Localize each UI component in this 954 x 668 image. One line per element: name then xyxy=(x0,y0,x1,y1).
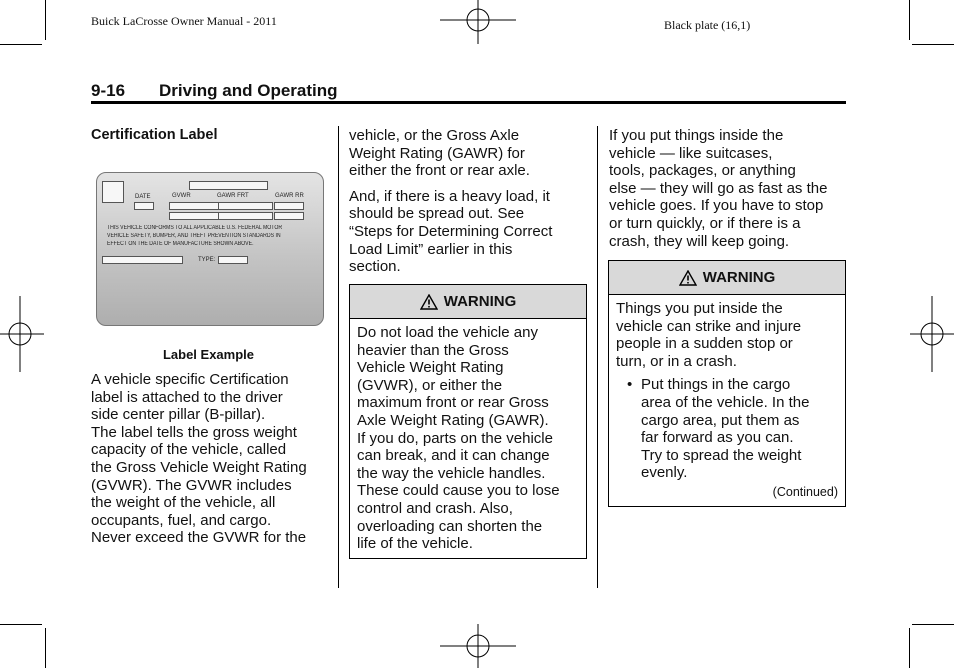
label-field xyxy=(218,212,273,220)
text-line: vehicle can strike and injure xyxy=(616,317,802,335)
bullet-item xyxy=(616,376,838,482)
manual-title: Buick LaCrosse Owner Manual - 2011 xyxy=(91,14,277,28)
crop-mark xyxy=(0,44,42,45)
label-field xyxy=(169,202,224,210)
text-line: The label tells the gross weight xyxy=(91,423,297,441)
section-title: Driving and Operating xyxy=(159,81,338,100)
warning-triangle-icon xyxy=(420,294,438,310)
continued-note: (Continued) xyxy=(772,484,838,499)
text-line: crash, they will keep going. xyxy=(609,232,790,250)
text-line: tools, packages, or anything xyxy=(609,162,796,180)
warning-header xyxy=(609,261,845,295)
label-gawr-frt-text: GAWR FRT xyxy=(217,193,249,199)
text-line: Never exceed the GVWR for the xyxy=(91,529,307,547)
text-line: And, if there is a heavy load, it xyxy=(349,187,550,205)
text-line: evenly. xyxy=(641,464,688,482)
registration-mark-icon xyxy=(440,624,516,668)
text-line: life of the vehicle. xyxy=(357,535,473,553)
paragraph xyxy=(349,188,589,276)
warning-body xyxy=(609,295,845,508)
label-gvwr-text: GVWR xyxy=(172,193,191,199)
text-line: the Gross Vehicle Weight Rating xyxy=(91,458,307,476)
text-line: (GVWR). The GVWR includes xyxy=(91,476,292,494)
text-line: If you put things inside the xyxy=(609,127,784,144)
label-notice-line: EFFECT ON THE DATE OF MANUFACTURE SHOWN ABOVE. xyxy=(107,241,254,247)
text-line: the way the vehicle handles. xyxy=(357,464,546,482)
column-1-body xyxy=(91,371,331,547)
label-field xyxy=(218,256,248,264)
text-line: vehicle — like suitcases, xyxy=(609,144,773,162)
page-number: 9-16 xyxy=(91,81,126,100)
text-line: area of the vehicle. In the xyxy=(641,393,810,411)
registration-mark-icon xyxy=(0,296,44,372)
figure-caption: Label Example xyxy=(162,347,255,362)
label-field xyxy=(274,212,304,220)
certification-label-image xyxy=(96,172,324,326)
plate-info: Black plate (16,1) xyxy=(664,18,751,32)
text-line: else — they will go as fast as the xyxy=(609,179,828,197)
text-line: far forward as you can. xyxy=(641,429,794,447)
warning-box xyxy=(349,284,587,559)
crop-mark xyxy=(909,0,910,40)
text-line: Put things in the cargo xyxy=(641,376,791,394)
label-field xyxy=(218,202,273,210)
bullet-marker: • xyxy=(627,376,633,394)
crop-mark xyxy=(912,624,954,625)
warning-title: WARNING xyxy=(702,269,776,286)
column-2-body xyxy=(349,127,589,284)
text-line: control and crash. Also, xyxy=(357,499,513,517)
text-line: turn, or in a crash. xyxy=(616,352,737,370)
crop-mark xyxy=(45,0,46,40)
column-divider xyxy=(597,126,598,588)
text-line: capacity of the vehicle, called xyxy=(91,441,287,459)
text-line: label is attached to the driver xyxy=(91,388,283,406)
column-divider xyxy=(338,126,339,588)
label-date-text: DATE xyxy=(135,194,151,200)
header-rule xyxy=(91,101,846,104)
text-line: cargo area, put them as xyxy=(641,411,800,429)
label-field xyxy=(169,212,224,220)
text-line: If you do, parts on the vehicle xyxy=(357,429,553,447)
text-line: Load Limit” earlier in this xyxy=(349,240,513,258)
text-line: Vehicle Weight Rating xyxy=(357,359,504,377)
page-header xyxy=(91,81,338,101)
text-line: vehicle goes. If you have to stop xyxy=(609,197,824,215)
text-line: or turn quickly, or if there is a xyxy=(609,214,801,232)
text-line: occupants, fuel, and cargo. xyxy=(91,511,272,529)
label-field xyxy=(274,202,304,210)
text-line: section. xyxy=(349,258,401,276)
label-type-text: TYPE: xyxy=(198,257,216,263)
text-line: either the front or rear axle. xyxy=(349,162,530,180)
label-notice-line: VEHICLE SAFETY, BUMPER, AND THEFT PREVENTION STANDARDS IN xyxy=(107,233,281,239)
text-line: A vehicle specific Certification xyxy=(91,371,289,388)
warning-triangle-icon xyxy=(679,270,697,286)
text-line: Try to spread the weight xyxy=(641,446,802,464)
text-line: heavier than the Gross xyxy=(357,341,509,359)
crop-mark xyxy=(912,44,954,45)
label-notice-line: THIS VEHICLE CONFORMS TO ALL APPLICABLE U.S. FEDERAL MOTOR xyxy=(107,225,283,231)
bullet-text xyxy=(641,376,809,482)
text-line: people in a sudden stop or xyxy=(616,335,793,353)
text-line: overloading can shorten the xyxy=(357,517,543,535)
text-line: can break, and it can change xyxy=(357,447,550,465)
crop-mark xyxy=(45,628,46,668)
warning-body xyxy=(350,319,586,559)
crop-mark xyxy=(0,624,42,625)
text-line: should be spread out. See xyxy=(349,205,525,223)
text-line: side center pillar (B-pillar). xyxy=(91,406,266,424)
text-line: Things you put inside the xyxy=(616,300,783,317)
warning-box xyxy=(608,260,846,507)
text-line: the weight of the vehicle, all xyxy=(91,494,276,512)
label-top-box xyxy=(189,181,268,190)
label-corner-box xyxy=(102,181,124,203)
subheading-certification-label: Certification Label xyxy=(91,127,218,143)
text-line: These could cause you to lose xyxy=(357,482,560,500)
text-line: Axle Weight Rating (GAWR). xyxy=(357,411,549,429)
crop-mark xyxy=(909,628,910,668)
text-line: maximum front or rear Gross xyxy=(357,394,549,412)
label-gawr-rr-text: GAWR RR xyxy=(275,193,304,199)
text-line: (GVWR), or either the xyxy=(357,376,503,394)
registration-mark-icon xyxy=(440,0,516,44)
text-line: Weight Rating (GAWR) for xyxy=(349,144,525,162)
text-line: vehicle, or the Gross Axle xyxy=(349,127,520,144)
label-field xyxy=(102,256,183,264)
column-3-body xyxy=(609,127,849,250)
warning-header xyxy=(350,285,586,319)
text-line: “Steps for Determining Correct xyxy=(349,222,553,240)
warning-title: WARNING xyxy=(443,293,517,310)
paragraph xyxy=(349,127,589,180)
text-line: Do not load the vehicle any xyxy=(357,324,538,341)
label-field xyxy=(134,202,154,210)
registration-mark-icon xyxy=(910,296,954,372)
